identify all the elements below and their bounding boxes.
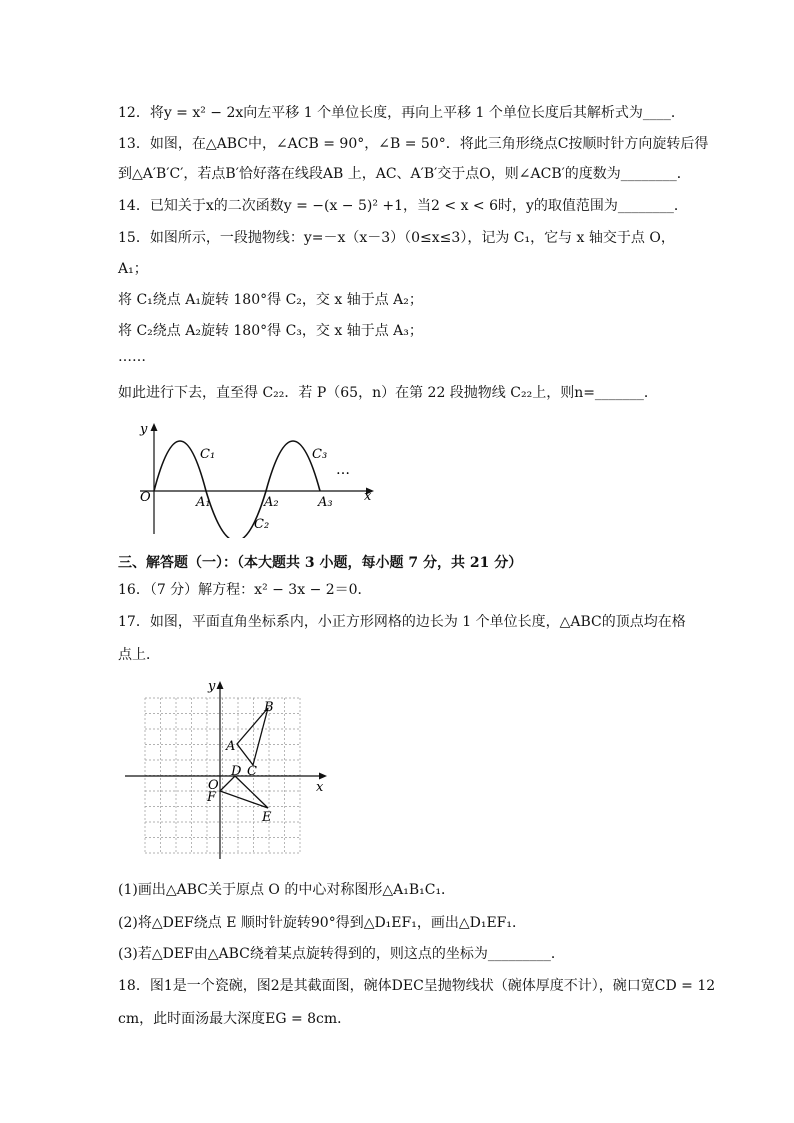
fig17-label-d: D: [231, 764, 242, 779]
fig17-label-e: E: [262, 810, 272, 825]
question-15-line1: 15．如图所示，一段抛物线：y=－x（x－3）（0≤x≤3），记为 C₁，它与 x 轴交于点 O，: [118, 230, 675, 246]
triangle-def: [220, 776, 268, 808]
question-15-line5: 如此进行下去，直至得 C₂₂．若 P（65，n）在第 22 段抛物线 C₂₂上，则n=_______．: [118, 385, 658, 401]
fig17-label-f: F: [207, 790, 217, 805]
question-18-line1: 18．图1是一个瓷碗，图2是其截面图，碗体DEC呈抛物线状（碗体厚度不计），碗口宽CD = 12: [118, 978, 716, 994]
question-12: 12．将y = x² − 2x向左平移 1 个单位长度，再向上平移 1 个单位长度后其解析式为____．: [118, 105, 685, 121]
fig17-x-label: x: [316, 780, 324, 795]
question-15-line2: A₁；: [118, 261, 148, 277]
section-3-heading: 三、解答题（一）：（本大题共 3 小题，每小题 7 分，共 21 分）: [118, 555, 523, 571]
fig15-a3-label: A₃: [318, 495, 333, 510]
triangle-abc: [237, 708, 268, 765]
question-17-part2: (2)将△DEF绕点 E 顺时针旋转90°得到△D₁EF₁，画出△D₁EF₁．: [118, 915, 526, 931]
fig15-y-label: y: [140, 422, 148, 437]
question-14: 14．已知关于x的二次函数y = −(x − 5)² +1，当2 < x < 6时，y的取值范围为________．: [118, 198, 688, 214]
question-13-line1: 13．如图，在△ABC中，∠ACB = 90°，∠B = 50°．将此三角形绕点C按顺时针方向旋转后得: [118, 136, 709, 152]
fig15-origin-label: O: [140, 490, 151, 505]
fig17-origin-label: O: [208, 778, 219, 793]
question-16: 16．（7 分）解方程：x² − 3x − 2＝0．: [118, 582, 372, 598]
fig17-label-b: B: [264, 700, 274, 715]
fig15-ellipsis: …: [336, 462, 350, 478]
fig17-label-c: C: [247, 764, 257, 779]
fig17-label-a: A: [226, 739, 236, 754]
fig15-c3-label: C₃: [312, 447, 328, 462]
question-15-ellipsis: ……: [118, 349, 146, 365]
fig17-y-label: y: [208, 679, 216, 694]
fig15-x-label: x: [364, 489, 372, 504]
figure-15-parabola-chain: [130, 418, 390, 538]
fig15-c2-label: C₂: [254, 517, 270, 532]
fig15-c1-label: C₁: [200, 447, 216, 462]
figure-17-grid: [120, 678, 335, 863]
question-17-part1: (1)画出△ABC关于原点 O 的中心对称图形△A₁B₁C₁．: [118, 882, 456, 898]
fig15-a2-label: A₂: [264, 495, 279, 510]
fig15-a1-label: A₁: [196, 495, 211, 510]
question-17-part3: (3)若△DEF由△ABC绕着某点旋转得到的，则这点的坐标为_________．: [118, 946, 565, 962]
question-18-line2: cm，此时面汤最大深度EG = 8cm．: [118, 1011, 352, 1027]
question-15-line3: 将 C₁绕点 A₁旋转 180°得 C₂，交 x 轴于点 A₂；: [118, 292, 423, 308]
question-15-line4: 将 C₂绕点 A₂旋转 180°得 C₃，交 x 轴于点 A₃；: [118, 323, 423, 339]
question-17-line1: 17．如图，平面直角坐标系内，小正方形网格的边长为 1 个单位长度，△ABC的顶点均在格: [118, 614, 686, 630]
question-17-line2: 点上．: [118, 647, 160, 663]
question-13-line2: 到△A′B′C′，若点B′恰好落在线段AB 上，AC、A′B′交于点O，则∠ACB′的度数为________．: [118, 166, 691, 182]
